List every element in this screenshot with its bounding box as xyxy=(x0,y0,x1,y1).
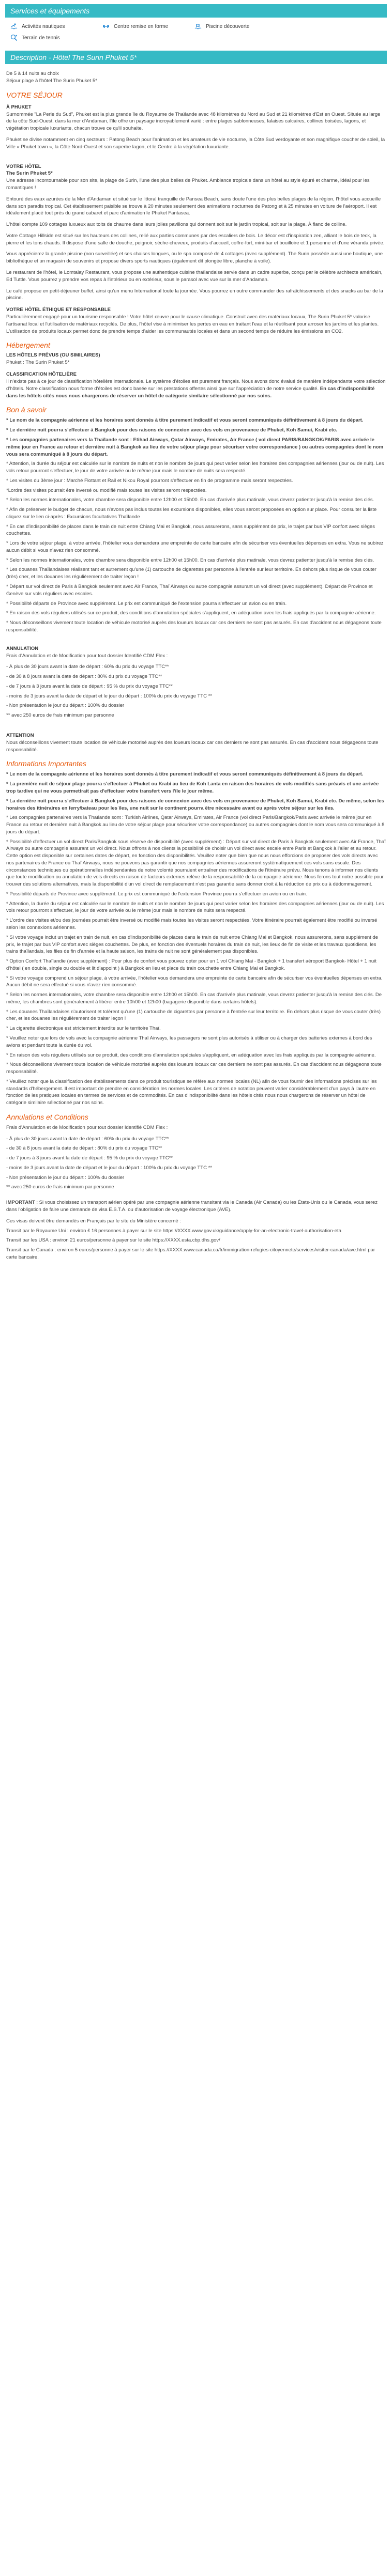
classification-text: Il n'existe pas à ce jour de classification hôtelière internationale. Le système d'étoiles est purement français. Nous avons donc évalué de manière indépendante votre sélection d'hôtels. Notre classification nous forme d'étoiles est donc basée sur les prestations offertes ainsi que sur l'appréciation de notre service qualité. xyxy=(6,379,386,392)
pool-icon xyxy=(194,23,202,30)
amenities-row xyxy=(5,32,387,43)
infos-line: * Veuillez noter que lors de vols avec la compagnie aérienne Thaï Airways, les passagers ne sont plus autorisés à utiliser ou à charger des batteries externes à bord des avions et pendant toute la durée du vol. xyxy=(6,1035,372,1048)
bon-a-savoir-list xyxy=(6,417,386,633)
hotel-paragraph: L'hôtel compte 109 cottages luxueux aux toits de chaume dans leurs jolies pavillons qui donnent soit sur le jardin tropical, soit sur la plage. À flanc de colline. xyxy=(6,222,347,228)
annulation-line: - moins de 3 jours avant la date de départ et le jour du départ : 100% du prix du voyage TTC ** xyxy=(6,693,213,699)
bon-line: * Nous déconseillons vivement toute location de véhicule motorisé auprès des loueurs locaux car ces derniers ne sont pas assurés. En cas d'accident nous dégageons toute responsabilité. xyxy=(6,620,382,633)
infos-bold-line: * La première nuit de séjour plage pourra s'effectuer à Phuket ou Krabi au lieu de Koh Lanta en raison des horaires de vols modifiés sans préavis et une arrivée trop tardive qui ne vous permettrait pas d'effectuer votre transfert vers l'île le jour même. xyxy=(6,781,379,794)
bon-line: * En raison des vols réguliers utilisés sur ce produit, des conditions d'annulation spéciales s'appliquent, en adéquation avec les frais appliqués par la compagnie aérienne. xyxy=(6,610,376,616)
infos-line: * Les compagnies partenaires vers la Thaïlande sont : Turkish Airlines, Qatar Airways, Emirates, Air France (vol direct Paris/Bangkok/Paris avec arrivée le même jour en France au retour et dernière nuit à Bangkok au lieu de votre séjour plage pour sécuriser votre correspondance) ou autres compagnies dont le nom vous sera communiqué à 8 jours du départ. xyxy=(6,815,385,835)
eco-paragraph: Particulièrement engagé pour un tourisme responsable ! Votre hôtel œuvre pour le cause climatique. Construit avec des matériaux locaux, The Surin Phuket 5* valorise l'artisanat local et l'utilisation de matériaux recyclés. De plus, l'hôtel vise à minimiser les pertes en eau en traitant l'eau et la réutilisant pour arroser les jardins et les plantes. L'utilisation de produits locaux permet donc de prendre temps d'aider les communautés locales et dans un second temps de réduire les émissions en CO2. xyxy=(6,314,379,334)
visa-link[interactable]: Transit par le Royaume Uni : environ £ 16 personnes à payer sur le site https://XXXX.www.gov.uk/guidance/apply-for-an-electronic-travel-authorisation-eta xyxy=(6,1228,341,1234)
infos-list xyxy=(6,771,386,1106)
infos-line: * Attention, la durée du séjour est calculée sur le nombre de nuits et non le nombre de jours qui peut varier selon les horaires des compagnies aériennes (jour ou de nuit). Les vols retour pourront s'effectuer, le jour de votre arrivée ou le même jour mais le nombre de nuits sera respecté. xyxy=(6,901,384,914)
classification-paragraph xyxy=(6,378,386,399)
services-title: Services et équipements xyxy=(10,7,90,15)
important-text: : Si vous choisissez un transport aérien opéré par une compagnie aérienne transitant via le Canada (Air Canada) ou les États-Unis ou le Canada, vous serez dans l'obligation de faire une demande de visa E.S.T.A. ou d'autorisation de voyage électronique (AVE). xyxy=(6,1200,378,1213)
services-header xyxy=(5,4,387,18)
page xyxy=(0,0,392,1261)
bon-line: * Afin de préserver le budget de chacun, nous n'avons pas inclus toutes les excursions disponibles, elles vous seront proposées en option sur place. Pour consulter la liste cliquez sur le lien ci-après : Excursions facultatives Thaïlande xyxy=(6,507,377,520)
visa-line: Ces visas doivent être demandés en Français par le site du Ministère concerné : xyxy=(6,1218,181,1224)
bon-line: * Les visites du 3ème jour : Marché Flottant et Rail et Nikou Royal pourront s'effectuer en fin de programme mais seront respectées. xyxy=(6,477,293,484)
hotel-paragraph: Le restaurant de l'hôtel, le Lomtalay Restaurant, vous propose une authentique cuisine thaïlandaise servie dans un cadre superbe, conçu par le célèbre architecte américain, Ed Tuttle. Vous pourrez y prendre vos repas à l'intérieur ou en extérieur, sous le parasol avec vue sur la mer d'Andaman. xyxy=(6,270,383,283)
infos-line: * En raison des vols réguliers utilisés sur ce produit, des conditions d'annulation spéciales s'appliquent, en adéquation avec les frais appliqués par la compagnie aérienne. xyxy=(6,1052,376,1058)
amenity-label: Terrain de tennis xyxy=(22,35,60,41)
conditions-note: ** avec 250 euros de frais minimum par personne xyxy=(6,1184,114,1190)
conditions-title: Annulations et Conditions xyxy=(6,1112,88,1121)
visa-link[interactable]: Transit par le Canada : environ 5 euros/personne à payer sur le site https://XXXX.www.canada.ca/fr/immigration-refugies-citoyennete/services/visiter-canada/ave.html par carte bancaire. xyxy=(6,1247,375,1260)
infos-line: * L'ordre des visites et/ou des journées pourrait être inversé ou modifié mais toutes les visites seront respectées. Votre itinéraire pourrait également être modifié ou inversé selon les connexions aériennes. xyxy=(6,918,378,931)
annulation-heading: ANNULATION xyxy=(6,645,39,651)
conditions-intro: Frais d'Annulation et de Modification pour tout dossier Identifié CDM Flex : xyxy=(6,1124,168,1130)
bon-line: * Départ sur vol direct de Paris à Bangkok seulement avec Air France, Thaï Airways ou autre compagnie assurant un vol direct (avec supplément). Départ de Province et Genève sur vols réguliers avec escales. xyxy=(6,583,373,597)
amenity-water-activities xyxy=(5,23,97,30)
infos-line: * Possibilité d'effectuer un vol direct Paris/Bangkok sous réserve de disponibilité (avec supplément) : Départ sur vol direct de Paris à Bangkok seulement avec Air France, Thaï Airways ou autre compagnie assurant un vol direct. Nous offrons à nos clients la possibilité de choisir un vol direct avec escale entre Paris et Bangkok à l'aller et au retour. Cette option est disponible sur certaines dates de départ, en fonction des disponibilités. Veuillez noter que bien que nous nous efforcions de proposer des vols directs avec nos partenaires de France ou Thaï Airways, nous ne pouvons pas garantir que nos compagnies aériennes assureront systématiquement ces vols sans escale. Des circonstances techniques ou opérationnelles indépendantes de notre volonté pourraient entraîner des modifications de l'itinéraire prévu. Nous tenons à informer nos clients que toute modification ou annulation de vols directs en raison de facteurs externes relève de la responsabilité de la compagnie aérienne. Nous ferons tout notre possible pour trouver des solutions alternatives, mais la disponibilité d'un vol direct de remplacement n'est pas garantie sans donner droit à la réduction de prix ou à dédommagement. xyxy=(6,839,386,888)
hotels-heading: LES HÔTELS PRÉVUS (OU SIMILAIRES) xyxy=(6,352,100,359)
infos-line: * Nous déconseillons vivement toute location de véhicule motorisé auprès des loueurs locaux car ces derniers ne sont pas assurés. En cas d'accident nous dégageons toute responsabilité. xyxy=(6,1062,382,1075)
conditions-line: - moins de 3 jours avant la date de départ et le jour du départ : 100% du prix du voyage TTC ** xyxy=(6,1165,213,1171)
annulation-note: ** avec 250 euros de frais minimum par personne xyxy=(6,712,114,719)
classification-bold: En cas d'indisponibilité dans les hôtels cités nous nous chargerons de réserver un hôtel de catégorie similaire sélectionné par nos soins. xyxy=(6,385,375,399)
description-header xyxy=(5,51,387,64)
hotels-line: Phuket : The Surin Phuket 5* xyxy=(6,360,70,366)
infos-bold-line: * Le nom de la compagnie aérienne et les horaires sont donnés à titre purement indicatif et vous seront communiqués définitivement à 8 jours du départ. xyxy=(6,771,364,778)
bon-line: *Lordre des visites pourrait être inversé ou modifié mais toutes les visites seront respectées. xyxy=(6,487,207,493)
hotel-name: The Surin Phuket 5* xyxy=(6,170,53,177)
bon-bold-line: * Les compagnies partenaires vers la Thaïlande sont : Etihad Airways, Qatar Airways, Emirates, Air France ( vol direct PARIS/BANGKOK/PARIS avec arrivée le même jour en France au retour et dernière nuit à Bangkok au lieu de votre séjour plage pour sécuriser votre correspondance ) ou autres compagnies dont le nom vous sera communiqué à 8 jours du départ. xyxy=(6,437,384,457)
hotel-heading: VOTRE HÔTEL xyxy=(6,164,41,170)
hotel-paragraph: Le café propose en petit-déjeuner buffet, ainsi qu'un menu International toute la journée. Vous pourrez en outre commander des rafraîchissements et des snacks au bar de la piscine. xyxy=(6,288,383,301)
sejour-title: VOTRE SÉJOUR xyxy=(6,90,63,99)
infos-line: * Veuillez noter que la classification des établissements dans ce produit touristique se réfère aux normes locales (NL) afin de vous fournir des informations précises sur les standards d'hébergement. Il est important de prendre en considération les normes locales. Les critères de notation peuvent varier considérablement d'un pays à l'autre en fonction de les pratiques locales en termes de services et de commodités. En cas d'indisponibilité dans les hôtels cités nous nous chargerons de réserver un hôtel de catégorie similaire sélectionné par nos soins. xyxy=(6,1078,377,1106)
annulation-line: - À plus de 30 jours avant la date de départ : 60% du prix du voyage TTC** xyxy=(6,664,169,670)
amenity-label: Activités nautiques xyxy=(22,23,65,29)
water-activity-icon xyxy=(10,23,18,30)
bon-bold-line: * Le dernière nuit pourra s'effectuer à Bangkok pour des raisons de connexion avec des vols en provenance de Phuket, Koh Samui, Krabi etc. xyxy=(6,427,337,433)
amenity-label: Centre remise en forme xyxy=(114,23,169,29)
amenities xyxy=(5,18,387,46)
attention-heading: ATTENTION xyxy=(6,732,34,738)
infos-line: * Si votre voyage comprend un séjour plage, à votre arrivée, l'hôtelier vous demandera une empreinte de carte bancaire afin de sécuriser vos éventuelles dépenses en extra. Aucun débit ne sera effectué si vous n'avez rien consommé. xyxy=(6,975,383,988)
conditions-list xyxy=(6,1136,386,1182)
hotel-paragraph: Entouré des eaux azurées de la Mer d'Andaman et situé sur le littoral tranquille de Pansea Beach, sans doute l'une des plus belles plages de la région, l'hôtel vous accueille dans son paradis tropical. Cet établissement paisible se trouve à 20 minutes seulement des animations nocturnes de Patong et à 25 minutes en voiture de l'aéroport. Il est idéalement placé tout près du grand cabaret et parc d'animation le Phuket Fantasea. xyxy=(6,196,381,216)
intro-line: De 5 à 14 nuits au choix xyxy=(6,71,59,76)
amenity-label: Piscine découverte xyxy=(206,23,250,29)
infos-line: * Option Confort Thaïlandie (avec supplément) : Pour plus de confort vous pouvez opter pour un 1 vol Chiang Mai - Bangkok + 1 transfert aéroport Bangkok- Hôtel + 1 nuit d'hôtel ( en double, single ou double et lit d'appoint ) à Bangkok en lieu et place du train couchette entre Chiang Mai et Bangkok. xyxy=(6,958,376,971)
important-paragraph xyxy=(6,1199,386,1214)
annulation-intro: Frais d'Annulation et de Modification pour tout dossier Identifié CDM Flex : xyxy=(6,653,168,659)
dumbbell-icon xyxy=(102,23,110,30)
infos-title: Informations Importantes xyxy=(6,759,86,768)
visa-link[interactable]: Transit par les USA : environ 21 euros/personne à payer sur le site https://XXXX.esta.cbp.dhs.gov/ xyxy=(6,1237,220,1244)
intro-line: Séjour plage à l'hôtel The Surin Phuket 5* xyxy=(6,77,97,84)
amenity-fitness xyxy=(97,23,189,30)
eco-heading: VOTRE HÔTEL ÉTHIQUE ET RESPONSABLE xyxy=(6,307,111,313)
visa-links xyxy=(6,1218,386,1261)
hotel-paragraph: Votre Cottage Hillside est situé sur les hauteurs des collines, relié aux parties communes par des escaliers de bois. Le décor est d'inspiration zen, alliant le bois de teck, la pierre et les tons chauds. Il dispose d'une salle de douche, peignoir, sèche-cheveux, produits d'accueil, coffre-fort, mini-bar et bouilloire et 1 personne et d'une véranda privée. xyxy=(6,232,385,246)
annulation-line: - Non présentation le jour du départ : 100% du dossier xyxy=(6,703,125,709)
infos-bold-line: * La dernière nuit pourra s'effectuer à Bangkok pour des raisons de connexion avec des vols en provenance de Phuket, Koh Samui, Krabi etc. De même, selon les horaires des itinéraires en ferry/bateau pour les îles, une nuit sur le continent pourra être nécessaire avant ou après votre séjour sur les îles. xyxy=(6,798,384,811)
amenity-tennis xyxy=(5,34,97,41)
infos-line: * Les douanes Thaïlandaises n'autorisent et tolèrent qu'une (1) cartouche de cigarettes par personne à l'entrée sur leur territoire. En dehors plus risque de vous couter (très) cher, et les douanes les régulièrement de traiter leçon ! xyxy=(6,1008,381,1022)
bon-a-savoir-title: Bon à savoir xyxy=(6,406,47,414)
amenity-pool xyxy=(189,23,281,30)
classification-heading: CLASSIFICATION HÔTELIÈRE xyxy=(6,371,77,378)
infos-line: * Si votre voyage inclut un trajet en train de nuit, en cas d'indisponibilité de places dans le train de nuit entre Chiang Mai et Bangkok, nous assurerons, sans supplément de prix, le trajet par bus VIP confort avec sièges couchettes. De plus, en fonction des éventuels horaires du train de nuit, les lieux de fin de visite et les travaux quotidiens, les trains thaïlandais, les files de fin d'année et la haute saison, les trains de nuit ne sont généralement pas disponibles. xyxy=(6,934,378,955)
annulation-line: - de 7 jours à 3 jours avant la date de départ : 95 % du prix du voyage TTC** xyxy=(6,683,173,689)
hotel-paragraph: Vous apprécierez la grande piscine (non surveillée) et ses chaises longues, ou le spa composé de 4 cottages (avec supplément). The Surin possède aussi une boutique, une bibliothèque et un magasin de souvenirs et propose divers sports nautiques (également dit plongée libre, planche à voile). xyxy=(6,251,383,265)
infos-line: * La cigarette électronique est strictement interdite sur le territoire Thaï. xyxy=(6,1026,161,1032)
conditions-line: - de 7 jours à 3 jours avant la date de départ : 95 % du prix du voyage TTC** xyxy=(6,1155,173,1161)
bon-line: * Possibilité départs de Province avec supplément. Le prix est communiqué de l'extension pourra s'effectuer un avion ou en train. xyxy=(6,600,287,607)
phuket-paragraph: Surnommée "La Perle du Sud", Phuket est la plus grande île du Royaume de Thaïlande avec 48 kilomètres du Nord au Sud et 21 kilomètres d'Est en Ouest. Située au large de la côte Sud-Ouest, dans la mer d'Andaman, l'île offre un paysage incroyablement varié : entre plages sablonneuses, falaises calcaires, collines boisées, lagons, et végétation tropicale luxuriante, chacun trouve ce qu'il souhaite. xyxy=(6,111,381,132)
bon-line: * Lors de votre séjour plage, à votre arrivée, l'hôtelier vous demandera une empreinte de carte bancaire afin de sécuriser vos éventuelles dépenses en extra. Vous ne subirez aucun débit si vous n'avez rien consommé. xyxy=(6,540,384,553)
bon-line: * En cas d'indisponibilité de places dans le train de nuit entre Chiang Mai et Bangkok, nous assurerons, sans supplément de prix, le trajet par bus VIP confort avec sièges couchettes. xyxy=(6,523,375,537)
annulation-line: - de 30 à 8 jours avant la date de départ : 80% du prix du voyage TTC** xyxy=(6,674,162,680)
bon-line: * Selon les normes internationales, votre chambre sera disponible entre 12h00 et 15h00. En cas d'arrivée plus matinale, vous devrez patienter jusqu'à la remise des clés. xyxy=(6,557,374,563)
tennis-icon xyxy=(10,34,18,41)
bon-bold-line: * Le nom de la compagnie aérienne et les horaires sont donnés à titre purement indicatif et vous seront communiqués définitivement à 8 jours du départ. xyxy=(6,417,364,424)
bon-line: * Attention, la durée du séjour est calculée sur le nombre de nuits et non le nombre de jours qui peut varier selon les horaires des compagnies aériennes (jour ou de nuit). Les vols retour pourront s'effectuer, le jour de votre arrivée ou le même jour mais le nombre de nuits sera respecté. xyxy=(6,461,384,474)
phuket-heading: À PHUKET xyxy=(6,104,32,110)
bon-line: * Selon les normes internationales, votre chambre sera disponible entre 12h00 et 15h00. En cas d'arrivée plus matinale, vous devrez patienter jusqu'à la remise des clés. xyxy=(6,497,374,503)
attention-text: Nous déconseillons vivement toute location de véhicule motorisé auprès des loueurs locaux car ces derniers ne sont pas assurés. En cas d'accident nous dégageons toute responsabilité. xyxy=(6,739,379,753)
conditions-line: - À plus de 30 jours avant la date de départ : 60% du prix du voyage TTC** xyxy=(6,1136,169,1142)
annulation-list xyxy=(6,663,386,709)
infos-line: * Selon les normes internationales, votre chambre sera disponible entre 12h00 et 15h00. En cas d'arrivée plus matinale, vous devrez patienter jusqu'à la remise des clés. De même, les chambres sont généralement à libérer entre 10h00 et 12h00 (bagagerie disponible dans certains hôtels). xyxy=(6,992,382,1005)
bon-line: * Les douanes Thaïlandaises réalisent tant et autrement qu'une (1) cartouche de cigarettes par personne à l'entrée sur leur territoire. En dehors plus risque de vous couter (très) cher, et les douanes les régulièrement de traiter leçon ! xyxy=(6,567,376,580)
amenities-row xyxy=(5,21,387,32)
conditions-line: - de 30 à 8 jours avant la date de départ : 80% du prix du voyage TTC** xyxy=(6,1145,162,1152)
hotel-paragraph: Une adresse incontournable pour son site, la plage de Surin, l'une des plus belles de Phuket. Ambiance tropicale dans un hôtel au style épuré et charme, idéal pour les romantiques ! xyxy=(6,178,370,191)
description-title: Description - Hôtel The Surin Phuket 5* xyxy=(10,53,137,61)
description-content xyxy=(5,64,387,1261)
important-label: IMPORTANT xyxy=(6,1200,35,1206)
phuket-paragraph: Phuket se divise notamment en cinq secteurs : Patong Beach pour l'animation et les amateurs de vie nocturne, la Côte Sud verdoyante et son magnifique coucher de soleil, la Ville « Phuket town », la Côte Nord-Ouest et son superbe lagon, et le Centre à la végétation luxuriante. xyxy=(6,136,385,150)
conditions-line: - Non présentation le jour du départ : 100% du dossier xyxy=(6,1174,125,1181)
hebergement-title: Hébergement xyxy=(6,341,50,350)
infos-line: * Possibilité départs de Province avec supplément. Le prix est communiqué de l'extension Province pourra s'effectuer en avion ou en train. xyxy=(6,891,307,897)
